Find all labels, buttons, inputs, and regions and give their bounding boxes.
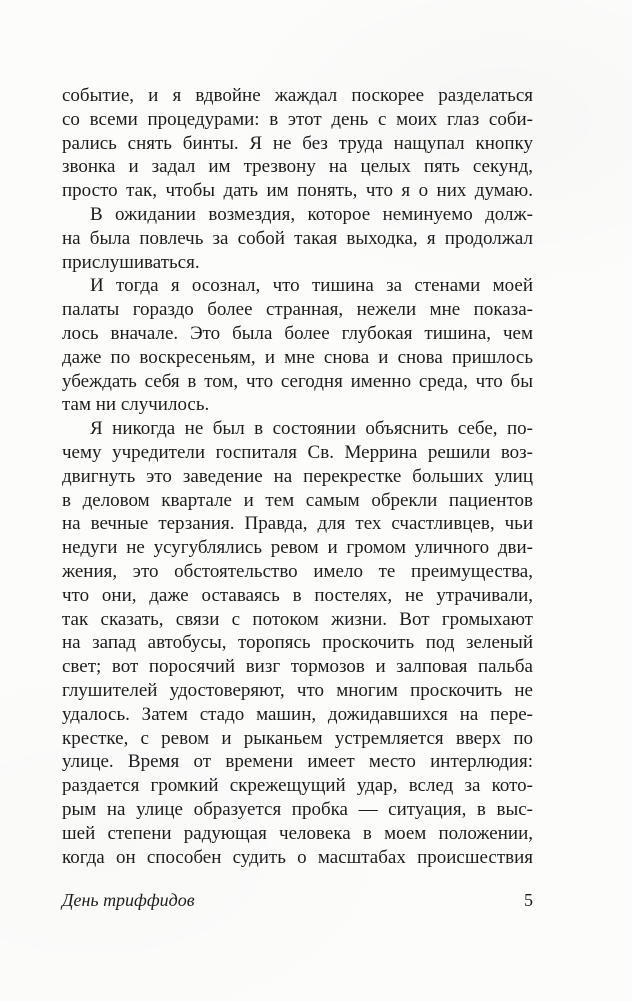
text-line: недуги не усугублялись ревом и громом уличного дви- bbox=[62, 537, 533, 559]
text-line: просто так, чтобы дать им понять, что я о них думаю. bbox=[62, 180, 533, 202]
text-line: убеждать себя в том, что сегодня именно среда, что бы bbox=[62, 370, 533, 392]
text-line: так сказать, связи с потоком жизни. Вот громыхают bbox=[62, 608, 533, 630]
text-line: В ожидании возмездия, которое неминуемо долж- bbox=[90, 203, 533, 225]
text-line: рались снять бинты. Я не без труда нащупал кнопку bbox=[62, 132, 533, 154]
text-block bbox=[62, 84, 533, 869]
text-line: И тогда я осознал, что тишина за стенами моей bbox=[90, 275, 533, 297]
text-line: на вечные терзания. Правда, для тех счастливцев, чьи bbox=[62, 513, 533, 535]
text-line: жения, это обстоятельство имело те преимущества, bbox=[62, 560, 533, 582]
text-line: звонка и задал им трезвону на целых пять секунд, bbox=[62, 156, 533, 178]
page-number: 5 bbox=[524, 890, 533, 910]
text-line: что они, даже оставаясь в постелях, не утрачивали, bbox=[62, 584, 533, 606]
text-line: на была повлечь за собой такая выходка, я продолжал bbox=[62, 227, 533, 249]
text-line: Я никогда не был в состоянии объяснить себе, по- bbox=[90, 418, 533, 440]
text-line: лось вначале. Это была более глубокая тишина, чем bbox=[62, 322, 533, 344]
text-line: удалось. Затем стадо машин, дожидавшихся на пере- bbox=[62, 703, 533, 725]
text-line: чему учредители госпиталя Св. Меррина решили воз- bbox=[62, 441, 533, 463]
text-line: прислушиваться. bbox=[62, 251, 200, 273]
text-line: когда он способен судить о масштабах происшествия bbox=[62, 846, 533, 868]
text-line: свет; вот поросячий визг тормозов и залповая пальба bbox=[62, 656, 533, 678]
text-line: со всеми процедурами: в этот день с моих глаз соби- bbox=[62, 108, 533, 130]
text-line: в деловом квартале и тем самым обрекли пациентов bbox=[62, 489, 533, 511]
text-line: шей степени радующая человека в моем положении, bbox=[62, 822, 533, 844]
text-line: двигнуть это заведение на перекрестке больших улиц bbox=[62, 465, 533, 487]
text-line: на запад автобусы, торопясь проскочить под зеленый bbox=[62, 632, 533, 654]
page-footer bbox=[62, 890, 533, 911]
text-line: даже по воскресеньям, и мне снова и снова пришлось bbox=[62, 346, 533, 368]
text-line: рым на улице образуется пробка — ситуация, в выс- bbox=[62, 798, 533, 820]
text-line: палаты гораздо более странная, нежели мне показа- bbox=[62, 299, 533, 321]
running-title: День триффидов bbox=[62, 890, 195, 910]
text-line: глушителей удостоверяют, что многим проскочить не bbox=[62, 679, 533, 701]
text-line: там ни случилось. bbox=[62, 394, 210, 416]
text-line: раздается громкий скрежещущий удар, вслед за кото- bbox=[62, 775, 533, 797]
text-line: событие, и я вдвойне жаждал поскорее разделаться bbox=[62, 85, 533, 106]
text-line: улице. Время от времени имеет место интерлюдия: bbox=[62, 751, 533, 773]
text-line: крестке, с ревом и рыканьем устремляется вверх по bbox=[62, 727, 533, 749]
